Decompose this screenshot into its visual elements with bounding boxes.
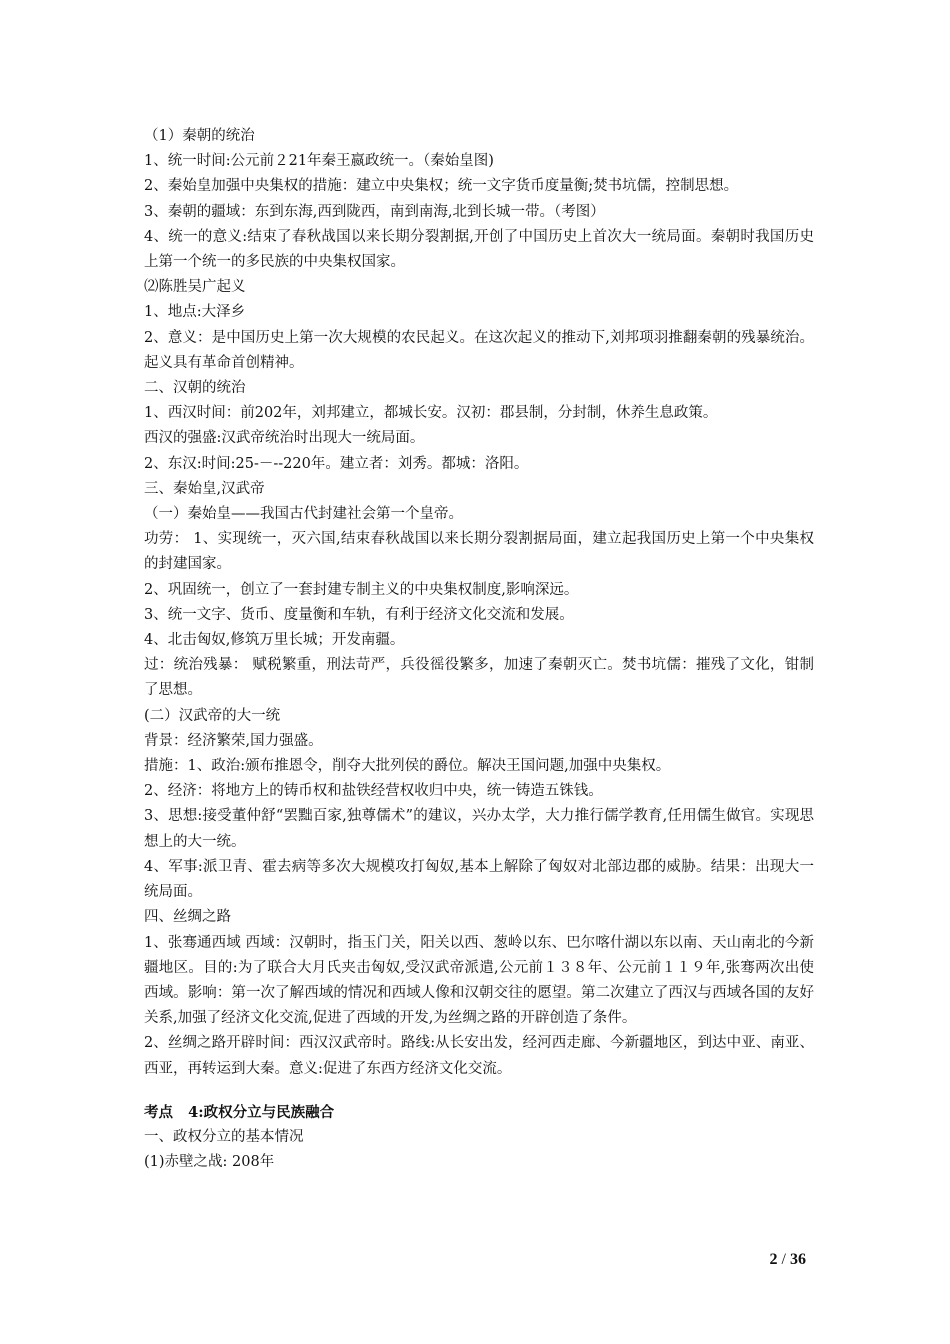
text-line: 2、经济：将地方上的铸币权和盐铁经营权收归中央，统一铸造五铢钱。 [144,783,603,800]
text-line: 1、西汉时间：前202年，刘邦建立，都城长安。汉初：郡县制，分封制，休养生息政策。 [144,405,718,422]
text-paragraph: 4、军事:派卫青、霍去病等多次大规模攻打匈奴,基本上解除了匈奴对北部边郡的威胁。结果：出现大一统局面。 [144,858,814,901]
page-number [770,1251,806,1269]
text-line: 4、北击匈奴,修筑万里长城；开发南疆。 [144,632,405,649]
text-paragraph: 3、思想:接受董仲舒“罢黜百家,独尊儒术”的建议，兴办太学，大力推行儒学教育,任用儒生做官。实现思想上的大一统。 [144,808,814,850]
text-paragraph: 2、丝绸之路开辟时间：西汉汉武帝时。路线:从长安出发，经河西走廊、今新疆地区，到达中亚、南亚、西亚，再转运到大秦。意义:促进了东西方经济文化交流。 [144,1035,814,1077]
spacer [144,1082,814,1100]
text-line: 3、秦朝的疆域：东到东海,西到陇西，南到南海,北到长城一带。（考图） [144,203,605,220]
text-paragraph: 4、统一的意义:结束了春秋战国以来长期分裂割据,开创了中国历史上首次大一统局面。秦朝时我国历史上第一个统一的多民族的中央集权国家。 [144,228,814,271]
text-paragraph: 2、秦始皇加强中央集权的措施：建立中央集权；统一文字货币度量衡;焚书坑儒，控制思想。 [144,178,739,195]
text-line: 2、巩固统一，创立了一套封建专制主义的中央集权制度,影响深远。 [144,581,579,598]
section-heading: 考点 4:政权分立与民族融合 [144,1103,335,1121]
text-line: 3、统一文字、货币、度量衡和车轨，有利于经济文化交流和发展。 [144,606,574,623]
text-paragraph: 2、意义：是中国历史上第一次大规模的农民起义。在这次起义的推动下,刘邦项羽推翻秦朝的残暴统治。起义具有革命首创精神。 [144,329,814,371]
text-line: 一、政权分立的基本情况 [144,1128,304,1145]
text-line: ⑵陈胜吴广起义 [144,279,246,296]
text-line: 背景：经济繁荣,国力强盛。 [144,732,323,749]
text-paragraph: 1、张骞通西域 西域：汉朝时，指玉门关，阳关以西、葱岭以东、巴尔喀什湖以东以南、天山南北的今新疆地区。目的:为了联合大月氏夹击匈奴,受汉武帝派遣,公元前１３８年、公元前１１９年,张骞两次出使西域。影响：第一次了解西域的情况和西域人像和汉朝交往的愿望。第二次建立了西汉与西域各国的友好关系,加强了经济文化交流,促进了西域的开发,为丝绸之路的开辟创造了条件。 [144,934,814,1027]
text-paragraph: 功劳： 1、实现统一，灭六国,结束春秋战国以来长期分裂割据局面，建立起我国历史上第一个中央集权的封建国家。 [144,531,814,573]
text-line: 1、统一时间:公元前２21年秦王嬴政统一。（秦始皇图) [144,153,494,170]
text-line: 措施：1、政治:颁布推恩令，削夺大批列侯的爵位。解决王国问题,加强中央集权。 [144,758,671,775]
text-line: 西汉的强盛:汉武帝统治时出现大一统局面。 [144,430,425,447]
text-line: 三、秦始皇,汉武帝 [144,480,265,497]
text-paragraph: 过：统治残暴： 赋税繁重，刑法苛严，兵役徭役繁多，加速了秦朝灭亡。焚书坑儒：摧残了文化，钳制了思想。 [144,657,814,699]
text-line: 二、汉朝的统治 [144,380,246,397]
text-line: 2、东汉:时间:25-－--220年。建立者：刘秀。都城：洛阳。 [144,455,529,472]
text-line: （1）秦朝的统治 [144,128,255,144]
page-separator: / [781,1251,786,1268]
page-content [144,124,814,1175]
page-total: 36 [790,1251,806,1268]
text-line: 1、地点:大泽乡 [144,304,246,321]
text-line: (1)赤壁之战: 208年 [144,1154,275,1171]
page-current: 2 [769,1251,778,1268]
text-line: 四、丝绸之路 [144,909,231,926]
text-line: （一）秦始皇——我国古代封建社会第一个皇帝。 [144,506,463,523]
text-line: (二）汉武帝的大一统 [144,707,281,724]
